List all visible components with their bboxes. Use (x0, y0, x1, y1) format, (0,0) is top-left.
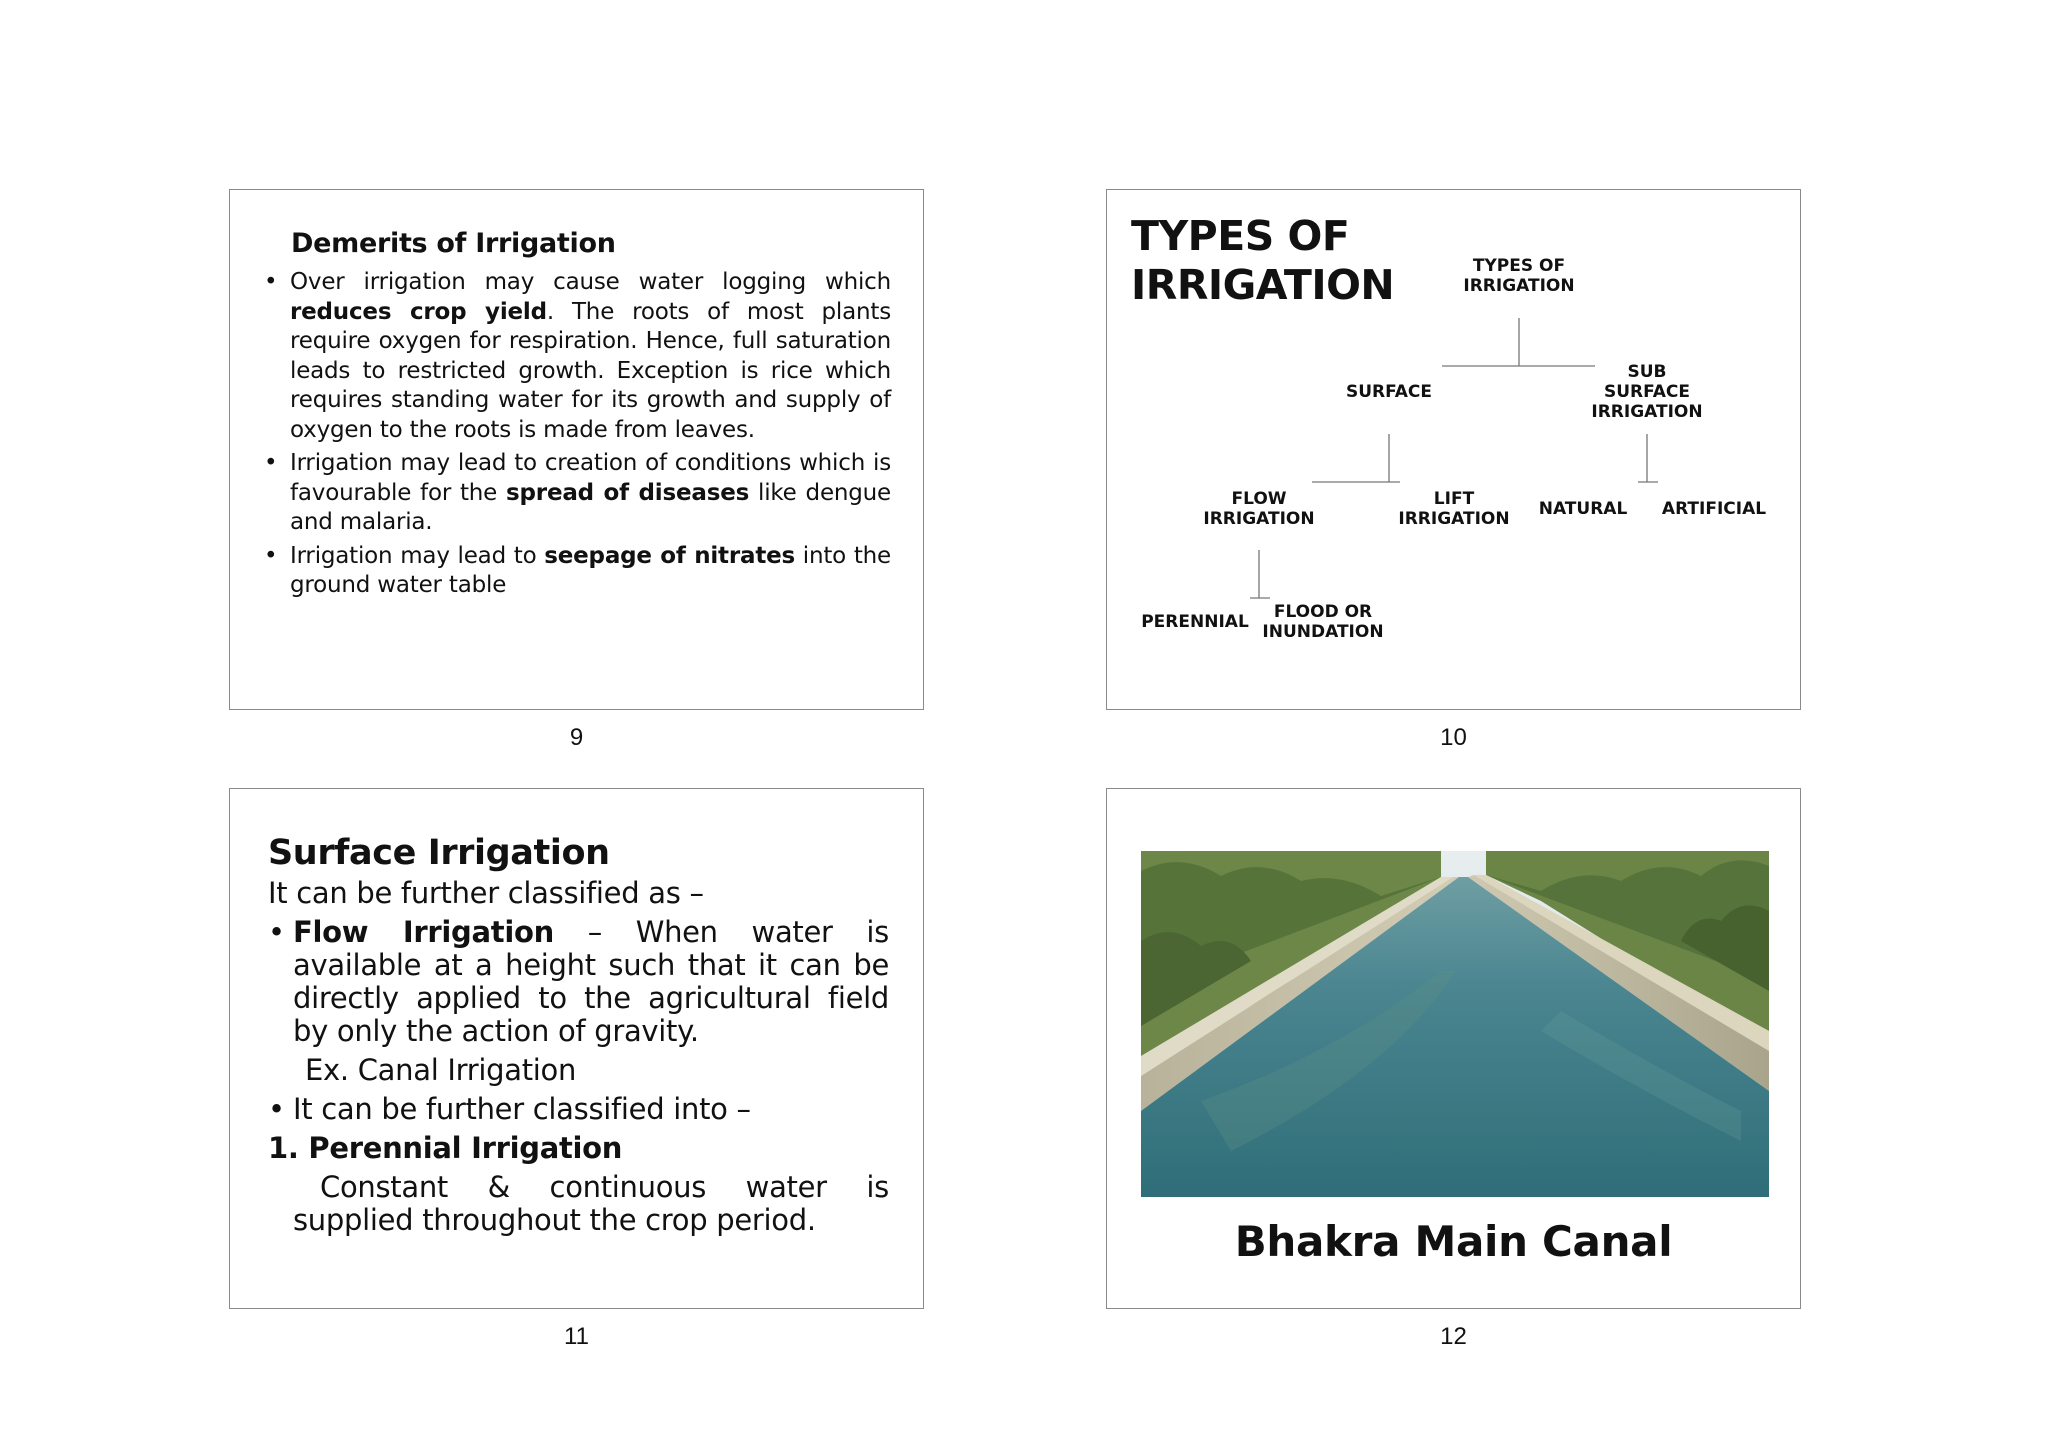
bullet-item (264, 268, 891, 445)
tree-node-perennial (1141, 612, 1249, 632)
bullet-text: . The roots of most plants require oxygen for respiration. Hence, full saturation leads to restricted growth. Exception is rice which requires standing water for its growth and supply of oxygen to the roots is made from leaves. (290, 298, 891, 443)
bullet-item (264, 542, 891, 601)
example-text: Ex. Canal Irrigation (305, 1053, 577, 1087)
intro-text: It can be further classified as – (268, 876, 704, 910)
node-label: ARTIFICIAL (1661, 499, 1767, 519)
bullet-text: – When water is available at a height such that it can be directly applied to the agricultural field by only the action of gravity. (293, 915, 889, 1048)
bullet-text: It can be further classified into – (293, 1092, 751, 1126)
tree-node-root (1463, 256, 1574, 296)
bold-text: Flow Irrigation (293, 915, 554, 949)
tree-node-surface (1346, 382, 1432, 402)
page-number: 12 (1440, 1323, 1467, 1350)
node-label: FLOW IRRIGATION (1203, 489, 1315, 529)
slide-body (268, 877, 889, 1237)
slide-12 (1106, 788, 1801, 1309)
tree-node-natural (1539, 499, 1628, 519)
bullet-text: Irrigation may lead to creation of conditions which is favourable for the (290, 450, 891, 506)
tree-node-flow (1203, 489, 1314, 529)
canal-photo (1141, 851, 1769, 1197)
perennial-text (268, 1171, 889, 1237)
bullet-text: like dengue and malaria. (290, 479, 891, 535)
node-label: TYPES OF IRRIGATION (1463, 256, 1575, 296)
node-label: FLOOD OR INUNDATION (1262, 602, 1384, 642)
page-number: 11 (564, 1323, 589, 1350)
slide-title: Demerits of Irrigation (291, 228, 616, 259)
title-line: TYPES OF (1131, 212, 1350, 260)
tree-node-artificial (1662, 499, 1766, 519)
title-line: IRRIGATION (1131, 261, 1395, 309)
bullet-text: Over irrigation may cause water logging which (290, 269, 891, 295)
numbered-heading (268, 1132, 889, 1165)
tree-node-sub-surface (1591, 362, 1702, 422)
slide-title: Surface Irrigation (268, 833, 610, 873)
tree-node-lift (1398, 489, 1509, 529)
slide-10 (1106, 189, 1801, 710)
node-label: SURFACE (1345, 382, 1433, 402)
tree-node-flood (1262, 602, 1383, 642)
bullet-item (264, 449, 891, 538)
node-label: PERENNIAL (1141, 612, 1249, 632)
slide-body (264, 268, 891, 605)
slide-9 (229, 189, 924, 710)
page-number: 10 (1440, 724, 1467, 751)
bold-text: seepage of nitrates (544, 542, 795, 569)
bullet-item (268, 1093, 889, 1126)
node-label: SUB SURFACE IRRIGATION (1591, 362, 1703, 422)
bullet-text: Irrigation may lead to (290, 542, 545, 569)
node-label: NATURAL (1538, 499, 1628, 519)
bold-text: reduces crop yield (290, 298, 547, 325)
slide-caption: Bhakra Main Canal (1234, 1217, 1673, 1266)
bullet-item (268, 916, 889, 1048)
bold-text: spread of diseases (506, 479, 750, 506)
perennial-label: Constant & continuous water is supplied throughout the crop period. (293, 1170, 889, 1237)
bullet-text: into the ground water table (290, 542, 891, 598)
node-label: LIFT IRRIGATION (1398, 489, 1510, 529)
numbered-label: 1. Perennial Irrigation (268, 1131, 623, 1165)
page-number: 9 (569, 724, 584, 751)
slide-11 (229, 788, 924, 1309)
